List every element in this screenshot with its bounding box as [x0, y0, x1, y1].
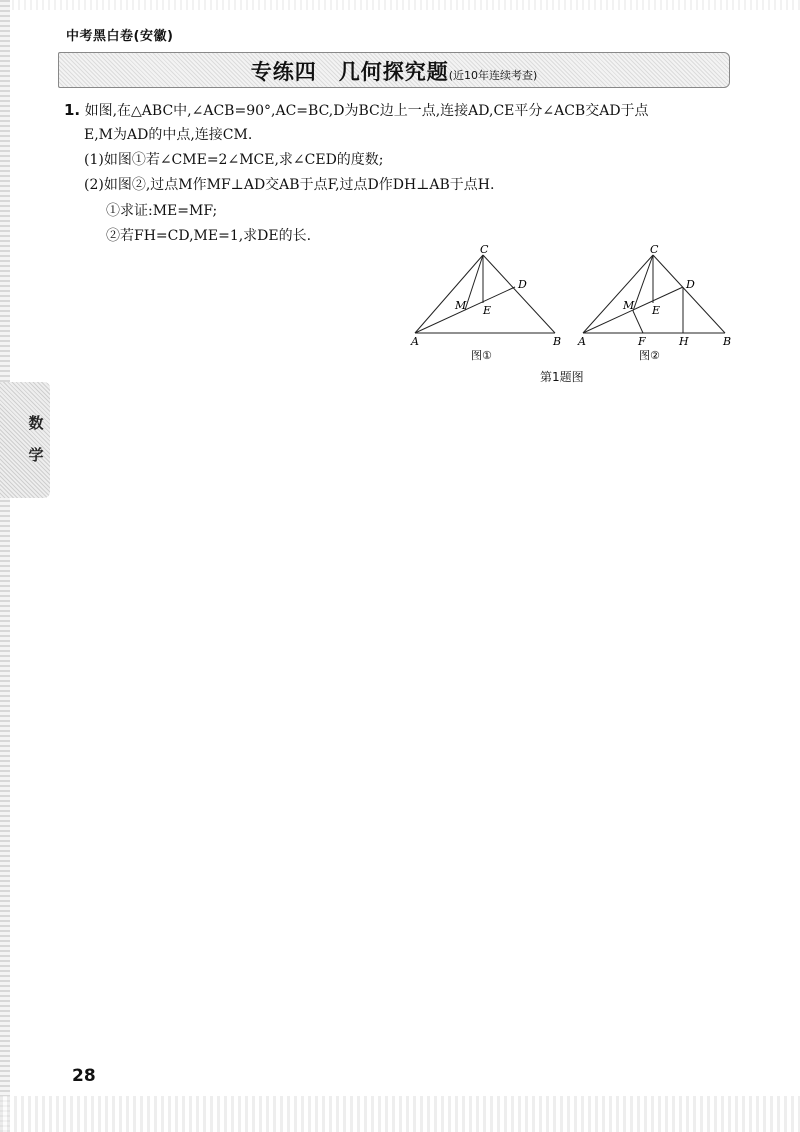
- fig2-side-ac: [583, 255, 653, 333]
- fig1-label-c: C: [480, 245, 489, 256]
- fig1-label-b: B: [553, 335, 562, 348]
- fig2-label-c: C: [650, 245, 659, 256]
- fig2-side-cb: [653, 255, 725, 333]
- fig1-side-cb: [483, 255, 555, 333]
- fig2-label-h: H: [679, 335, 689, 348]
- fig2-label-a: A: [578, 335, 586, 348]
- subject-char-2: 学: [28, 446, 44, 464]
- fig1-label-m: M: [455, 299, 467, 312]
- question-line-2: E,M为AD的中点,连接CM.: [84, 127, 253, 143]
- question-line-1: [64, 100, 649, 121]
- fig1-segment-cm: [465, 255, 483, 310]
- page-number: 28: [72, 1066, 96, 1086]
- subject-side-tab: [0, 382, 50, 498]
- scan-edge-bottom: [0, 1096, 800, 1132]
- fig1-label-d: D: [518, 278, 527, 291]
- fig2-label-b: B: [723, 335, 732, 348]
- fig1-caption: 图①: [471, 349, 492, 362]
- fig2-segment-mf: [633, 311, 643, 333]
- question-part-2: (2)如图②,过点M作MF⊥AD交AB于点F,过点D作DH⊥AB于点H.: [84, 177, 495, 193]
- figure-1: [405, 245, 580, 370]
- scan-edge-top: [0, 0, 800, 10]
- section-title: 专练四 几何探究题: [250, 60, 449, 84]
- question-sub-1: ①求证:ME=MF;: [106, 203, 218, 219]
- fig2-label-e: E: [652, 304, 661, 317]
- fig1-side-ac: [415, 255, 483, 333]
- fig2-label-m: M: [623, 299, 635, 312]
- figure-2: [575, 245, 740, 370]
- section-banner: [58, 52, 730, 88]
- scan-edge-left: [0, 0, 10, 1132]
- question-part-1: (1)如图①若∠CME=2∠MCE,求∠CED的度数;: [84, 152, 384, 168]
- subject-char-1: 数: [28, 414, 44, 432]
- fig2-label-f: F: [638, 335, 646, 348]
- fig1-label-a: A: [411, 335, 419, 348]
- fig2-caption: 图②: [639, 349, 660, 362]
- question-stem: 如图,在△ABC中,∠ACB=90°,AC=BC,D为BC边上一点,连接AD,CE平分∠ACB交AD于点: [84, 103, 649, 119]
- question-sub-2: ②若FH=CD,ME=1,求DE的长.: [106, 228, 312, 244]
- figure-caption: 第1题图: [540, 370, 584, 384]
- section-note: (近10年连续考查): [448, 69, 538, 82]
- fig2-label-d: D: [686, 278, 695, 291]
- question-number: 1.: [64, 101, 81, 119]
- fig1-label-e: E: [483, 304, 492, 317]
- book-title: 中考黑白卷(安徽): [66, 29, 174, 44]
